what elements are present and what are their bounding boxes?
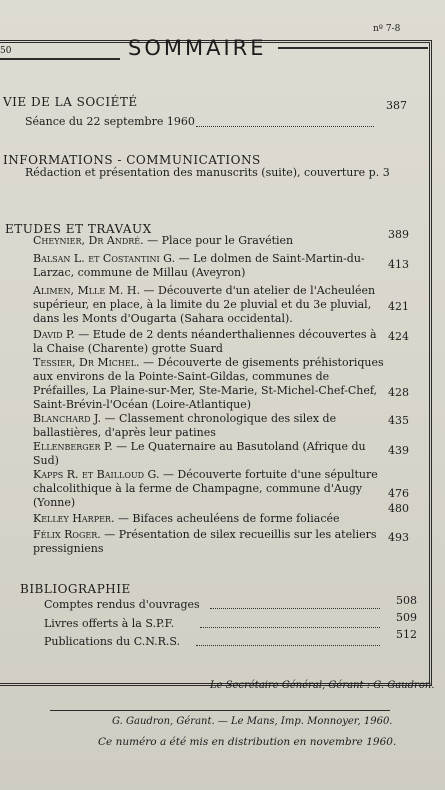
section-etudes-title: ETUDES ET TRAVAUX: [5, 222, 152, 236]
entry-title: — Bifaces acheuléens de forme foliacée: [117, 512, 340, 525]
distribution-line: Ce numéro a été mis en distribution en novembre 1960.: [98, 736, 397, 748]
entry-page: 493: [388, 531, 409, 544]
page-number: 50: [0, 46, 12, 56]
entry-author: Félix Roger.: [33, 528, 101, 541]
biblio-page: 508: [396, 594, 417, 607]
entry-title: — Découverte de gisements préhistoriques aux environs de la Pointe-Saint-Gildas, communes de Préfailles, La Plaine-sur-Mer, Ste-Marie, St-Michel-Chef-Chef, Saint-Brévin-l'Océan (Loire-Atlantique): [33, 356, 384, 411]
entry-author: Alimen, Mlle M. H.: [33, 284, 141, 297]
entry-title: — Découverte fortuite d'une sépulture chalcolithique à la ferme de Champagne, commune d'Augy (Yonne): [33, 468, 378, 509]
toc-entry: [33, 234, 385, 248]
toc-entry: [33, 284, 385, 326]
entry-author: David P.: [33, 328, 75, 341]
entry-author: Cheynier, Dr André.: [33, 234, 144, 247]
title-rule-left: [0, 58, 120, 60]
toc-entry: [33, 468, 385, 510]
entry-author: Kelley Harper.: [33, 512, 115, 525]
section-vie-line: Séance du 22 septembre 1960: [25, 115, 195, 128]
issue-number: nº 7-8: [373, 24, 401, 34]
entry-page: 389: [388, 228, 409, 241]
entry-page: 439: [388, 444, 409, 457]
section-info-title: INFORMATIONS - COMMUNICATIONS: [3, 153, 261, 167]
toc-entry: [33, 328, 385, 356]
printer-line: G. Gaudron, Gérant. — Le Mans, Imp. Monnoyer, 1960.: [112, 716, 393, 727]
section-biblio-title: BIBLIOGRAPHIE: [20, 582, 131, 596]
entry-page: 428: [388, 386, 409, 399]
biblio-item: Comptes rendus d'ouvrages: [44, 598, 200, 611]
entry-title: — Découverte d'un atelier de l'Acheuléen supérieur, en place, à la limite du 2e pluvial et du 3e pluvial, dans les Monts d'Ougarta (Sahara occidental).: [33, 284, 376, 325]
leader-dots: [200, 627, 380, 628]
entry-title: — Etude de 2 dents néanderthaliennes découvertes à la Chaise (Charente) grotte Suard: [33, 328, 377, 355]
biblio-item: Publications du C.N.R.S.: [44, 635, 181, 648]
biblio-page: 512: [396, 628, 417, 641]
section-vie-title: VIE DE LA SOCIÉTÉ: [3, 95, 138, 109]
toc-entry: [33, 356, 385, 412]
entry-author: Blanchard J.: [33, 412, 102, 425]
entry-page: 435: [388, 414, 409, 427]
entry-page: 476: [388, 487, 409, 500]
footer-rule: [50, 710, 390, 711]
entry-title: — Place pour le Gravétien: [147, 234, 294, 247]
toc-entry: [33, 440, 385, 468]
section-vie-page: 387: [386, 99, 407, 112]
entry-page: 480: [388, 502, 409, 515]
page-title: SOMMAIRE: [128, 36, 267, 60]
entry-author: Balsan L. et Costantini G.: [33, 252, 176, 265]
toc-entry: [33, 252, 385, 280]
section-info-line: Rédaction et présentation des manuscrits (suite), couverture p. 3: [25, 166, 390, 179]
secretary-line: Le Secrétaire Général, Gérant : G. Gaudron.: [210, 680, 435, 691]
entry-page: 421: [388, 300, 409, 313]
entry-author: Tessier, Dr Michel.: [33, 356, 140, 369]
toc-entry: [33, 512, 385, 526]
biblio-page: 509: [396, 611, 417, 624]
leader-dots: [196, 645, 380, 646]
leader-dots: [210, 608, 380, 609]
biblio-item: Livres offerts à la S.P.F.: [44, 617, 175, 630]
entry-title: — Le dolmen de Saint-Martin-du-Larzac, commune de Millau (Aveyron): [33, 252, 365, 279]
entry-title: — Le Quaternaire au Basutoland (Afrique du Sud): [33, 440, 366, 467]
title-rule-right: [278, 47, 428, 49]
toc-entry: [33, 528, 385, 556]
entry-author: Ellenberger P.: [33, 440, 113, 453]
entry-page: 424: [388, 330, 409, 343]
entry-title: — Présentation de silex recueillis sur les ateliers pressigniens: [33, 528, 377, 555]
leader-dots: [196, 126, 374, 127]
entry-author: Kapps R. et Bailloud G.: [33, 468, 160, 481]
entry-title: — Classement chronologique des silex de ballastières, d'après leur patines: [33, 412, 337, 439]
entry-page: 413: [388, 258, 409, 271]
toc-entry: [33, 412, 385, 440]
